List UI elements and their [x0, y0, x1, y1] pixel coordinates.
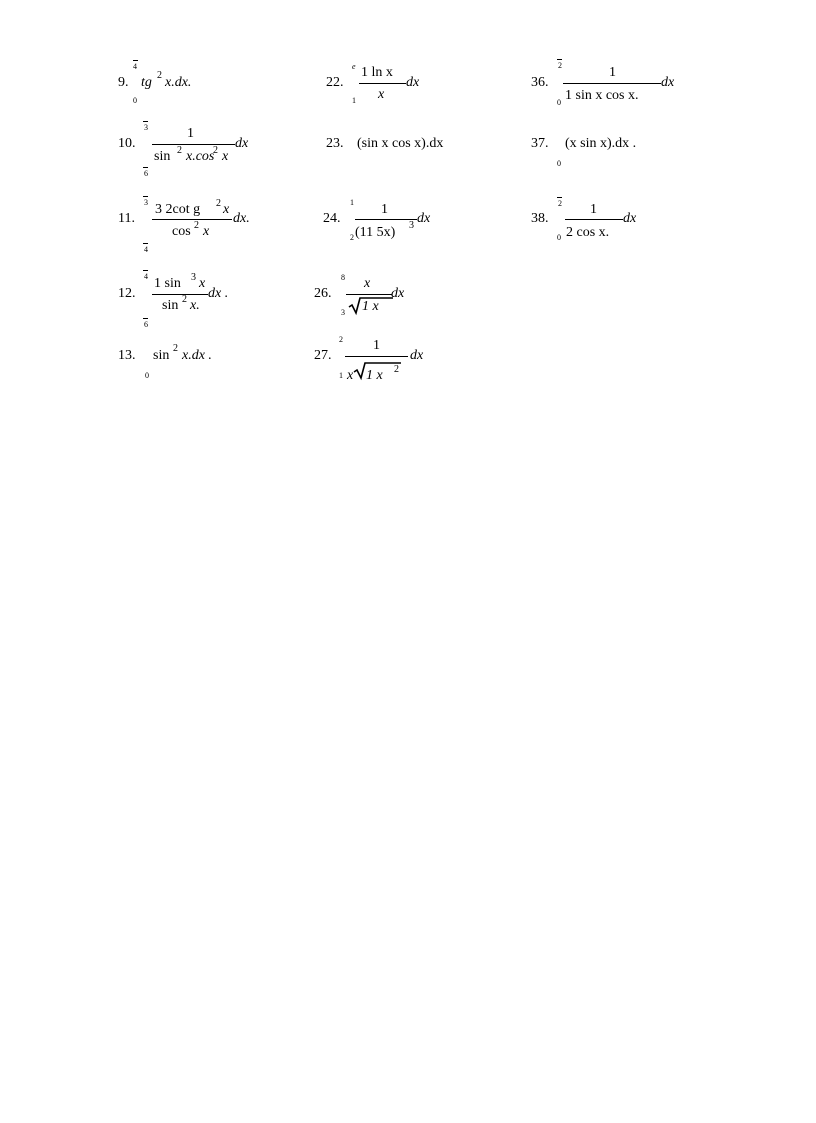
- differential: dx: [235, 136, 249, 151]
- denominator-part: x: [203, 224, 210, 239]
- denominator: 1 sin x cos x.: [565, 88, 639, 103]
- exercise-number: 37.: [531, 136, 549, 151]
- exercise-number: 27.: [314, 348, 332, 363]
- lower-limit: 0: [557, 98, 561, 107]
- lower-limit: 0: [557, 233, 561, 242]
- upper-limit: 2: [558, 61, 562, 70]
- differential: dx: [391, 286, 405, 301]
- exercise-number: 13.: [118, 348, 136, 363]
- denominator: cos: [172, 224, 191, 239]
- exercise-number: 23.: [326, 136, 344, 151]
- integrand-tail: x.dx .: [182, 348, 212, 363]
- exponent: 2: [173, 343, 178, 354]
- lower-limit: 1: [352, 96, 356, 105]
- differential: dx: [406, 75, 420, 90]
- exercise-number: 38.: [531, 211, 549, 226]
- fraction-bar: [346, 294, 392, 295]
- numerator: x: [364, 276, 371, 291]
- upper-limit: 3: [144, 123, 148, 132]
- upper-limit: 8: [341, 273, 345, 282]
- differential: dx.: [233, 211, 250, 226]
- denominator: x: [378, 87, 385, 102]
- denominator: sin: [162, 298, 179, 313]
- upper-limit: 4: [144, 272, 148, 281]
- lower-limit: 0: [557, 159, 561, 168]
- fraction-bar: [565, 219, 623, 220]
- fraction-bar: [355, 219, 417, 220]
- pi-bar: [143, 270, 148, 271]
- lower-limit: 2: [350, 233, 354, 242]
- numerator: 3 2cot g: [155, 202, 201, 217]
- numerator: 1: [187, 126, 194, 141]
- fraction-bar: [345, 356, 408, 357]
- exponent: 3: [409, 220, 414, 231]
- pi-bar: [143, 243, 148, 244]
- exponent: 2: [394, 364, 399, 375]
- integrand-tail: x.dx.: [165, 75, 192, 90]
- exercise-number: 22.: [326, 75, 344, 90]
- differential: dx .: [208, 286, 229, 301]
- lower-limit: 6: [144, 169, 148, 178]
- numerator: 1: [590, 202, 597, 217]
- upper-limit: 2: [558, 199, 562, 208]
- numerator: 1: [609, 65, 616, 80]
- exponent: 2: [182, 294, 187, 305]
- pi-bar: [133, 60, 138, 61]
- pi-bar: [143, 196, 148, 197]
- numerator-part: x: [223, 202, 230, 217]
- denominator: 1 x: [362, 299, 379, 314]
- exponent: 2: [216, 198, 221, 209]
- integrand: (x sin x).dx .: [565, 136, 637, 151]
- numerator: 1: [373, 338, 380, 353]
- numerator-part: x: [199, 276, 206, 291]
- numerator: 1 ln x: [361, 65, 393, 80]
- numerator: 1 sin: [154, 276, 181, 291]
- upper-limit: 4: [133, 62, 137, 71]
- fraction-bar: [563, 83, 661, 84]
- lower-limit: 6: [144, 320, 148, 329]
- exercise-number: 12.: [118, 286, 136, 301]
- lower-limit: 0: [145, 371, 149, 380]
- differential: dx: [410, 348, 424, 363]
- pi-bar: [143, 121, 148, 122]
- integrand: (sin x cos x).dx: [357, 136, 444, 151]
- exponent: 2: [194, 220, 199, 231]
- exercise-number: 10.: [118, 136, 136, 151]
- denominator: 2 cos x.: [566, 225, 610, 240]
- denominator-part: x: [222, 149, 229, 164]
- pi-bar: [143, 167, 148, 168]
- numerator: 1: [381, 202, 388, 217]
- denominator-part: x.: [190, 298, 200, 313]
- fraction-bar: [152, 219, 232, 220]
- exponent: 2: [157, 70, 162, 81]
- upper-limit: 3: [144, 198, 148, 207]
- upper-limit: 2: [339, 335, 343, 344]
- exercise-number: 26.: [314, 286, 332, 301]
- denominator-part: x: [347, 368, 354, 383]
- lower-limit: 3: [341, 308, 345, 317]
- exercise-number: 36.: [531, 75, 549, 90]
- integrand: tg: [141, 75, 152, 90]
- differential: dx: [661, 75, 675, 90]
- integrand: sin: [153, 348, 170, 363]
- lower-limit: 4: [144, 245, 148, 254]
- denominator-part: x.cos: [186, 149, 215, 164]
- denominator-part: sin: [154, 149, 171, 164]
- exponent: 2: [213, 145, 218, 156]
- exponent: 2: [177, 145, 182, 156]
- differential: dx: [417, 211, 431, 226]
- denominator: 1 x: [366, 368, 383, 383]
- fraction-bar: [152, 144, 235, 145]
- pi-bar: [557, 197, 562, 198]
- exponent: 3: [191, 272, 196, 283]
- upper-limit: 1: [350, 198, 354, 207]
- denominator: (11 5x): [355, 225, 396, 240]
- differential: dx: [623, 211, 637, 226]
- pi-bar: [557, 59, 562, 60]
- upper-limit: e: [352, 62, 356, 71]
- lower-limit: 1: [339, 371, 343, 380]
- fraction-bar: [152, 294, 208, 295]
- exercise-number: 11.: [118, 211, 135, 226]
- fraction-bar: [359, 83, 406, 84]
- exercise-number: 24.: [323, 211, 341, 226]
- exercise-number: 9.: [118, 75, 129, 90]
- pi-bar: [143, 318, 148, 319]
- lower-limit: 0: [133, 96, 137, 105]
